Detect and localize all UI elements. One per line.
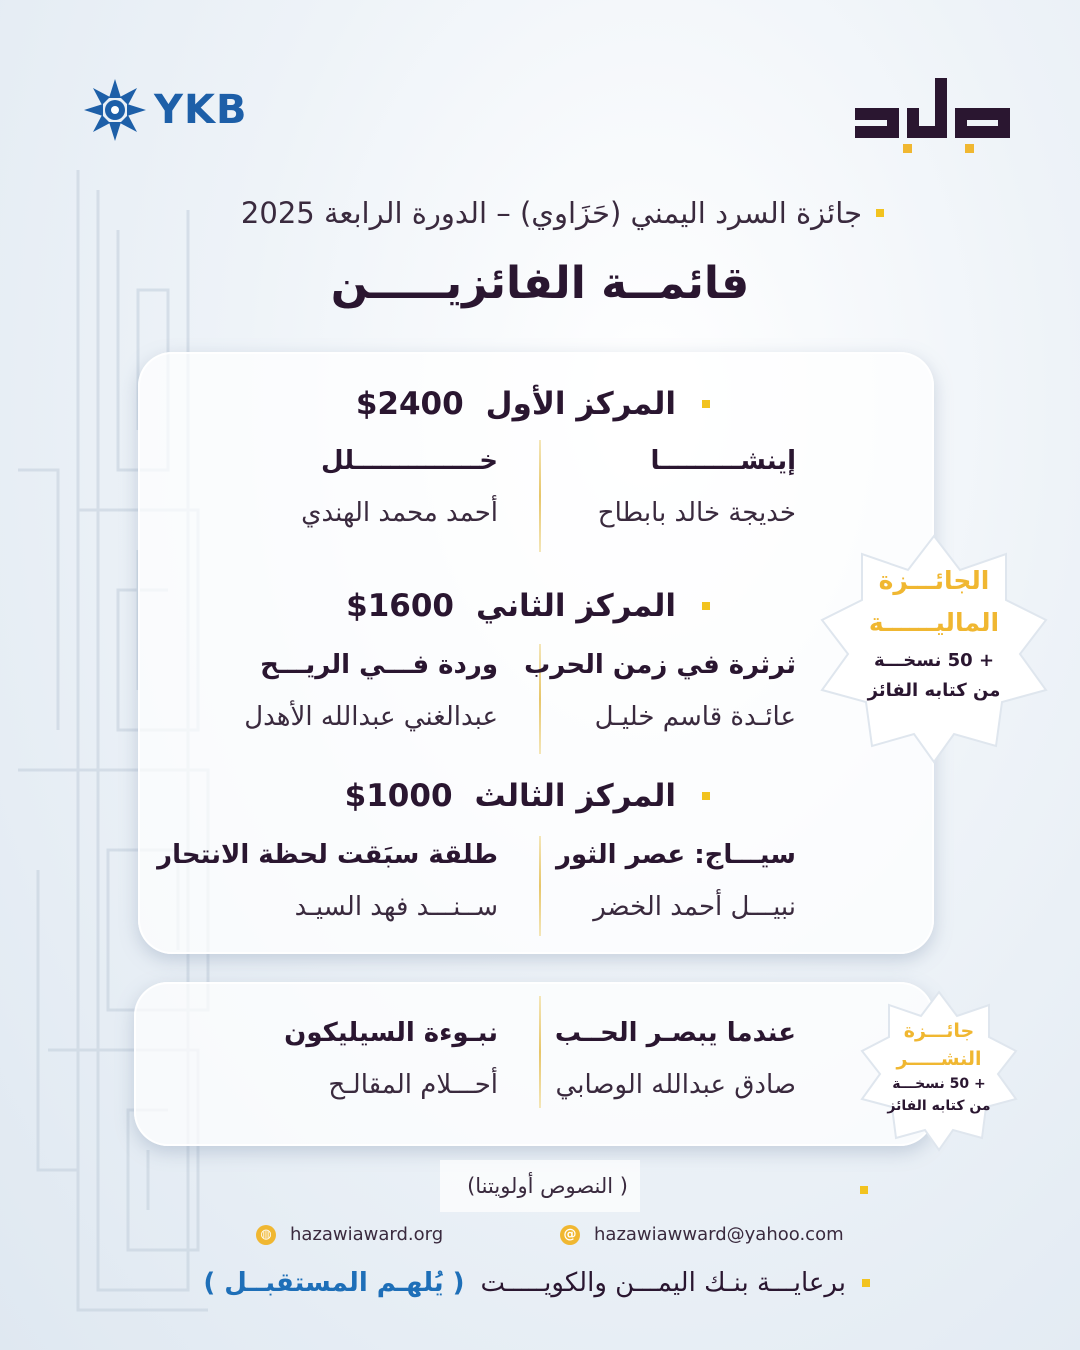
rank-second-amount: $1600	[346, 588, 454, 624]
publishing-author-1: صادق عبدالله الوصابي	[555, 1070, 796, 1100]
money-prize-title-1: الجائـــزة	[878, 566, 990, 595]
sponsor-text: برعايـــة بنـك اليمـــن والكويـــــت	[480, 1268, 846, 1298]
bullet-icon	[876, 209, 884, 217]
rank-first-work-1: إينشـــــــــا	[650, 446, 796, 476]
email-link[interactable]: hazawiawward@yahoo.com	[594, 1224, 844, 1245]
rank-first-author-2: أحمد محمد الهندي	[301, 498, 498, 528]
rank-second-author-2: عبدالغني عبدالله الأهدل	[244, 702, 498, 732]
money-prize-title-2: الماليــــــة	[868, 608, 1000, 637]
publishing-work-1: عندما يبصـر الحــب	[554, 1018, 796, 1048]
rank-third-work-2: طلقة سبَقت لحظة الانتحار	[157, 840, 498, 870]
column-divider	[539, 836, 541, 936]
column-divider	[539, 440, 541, 552]
publishing-author-2: أحـــلام المقالـح	[328, 1070, 498, 1100]
rank-second-author-1: عائـدة قاسم خليـل	[594, 702, 796, 732]
money-prize-badge	[816, 530, 1052, 766]
edition-heading	[241, 196, 884, 230]
publishing-card	[134, 982, 934, 1146]
rank-first-author-1: خديجة خالد بابطاح	[597, 498, 796, 528]
bullet-icon	[702, 400, 710, 408]
rank-first-heading	[356, 386, 710, 422]
bullet-icon	[702, 602, 710, 610]
publishing-prize-copies-note: من كتابه الفائز	[887, 1098, 991, 1114]
ykb-logo	[82, 74, 247, 146]
edition-heading-text: جائزة السرد اليمني (حَزَاوي) – الدورة الرابعة 2025	[240, 196, 862, 230]
rank-third-work-1: سيـــاج: عصر الثور	[556, 840, 796, 870]
website-contact[interactable]	[256, 1224, 443, 1245]
rank-second-work-1: ثرثرة في زمن الحرب	[524, 650, 796, 680]
rank-third-amount: $1000	[344, 778, 453, 814]
publishing-prize-title-1: جائـــزة	[903, 1020, 975, 1042]
rank-third-author-2: ســنـــد فهد السيـد	[294, 892, 498, 922]
website-link[interactable]: hazawiaward.org	[290, 1224, 444, 1245]
ykb-star-icon	[82, 77, 148, 143]
rank-first-amount: $2400	[355, 386, 464, 422]
rank-first-name: المركز الأول	[485, 386, 676, 422]
publishing-prize-badge	[858, 988, 1020, 1154]
rank-third-author-1: نبيـــل أحمد الخضر	[593, 892, 796, 922]
sponsor-slogan: ( يُلهـم المستقبــل )	[203, 1268, 465, 1298]
ykb-logo-text: YKB	[154, 87, 248, 133]
money-prize-copies-note: من كتابه الفائز	[867, 680, 1001, 701]
bullet-icon	[702, 792, 710, 800]
rank-second-name: المركز الثاني	[475, 588, 676, 624]
hazawi-logo-icon	[855, 78, 1010, 158]
footer-note-box	[440, 1160, 640, 1212]
money-prize-copies: + 50 نسخـــة	[873, 650, 995, 671]
rank-second-heading	[346, 588, 710, 624]
rank-third-heading	[345, 778, 710, 814]
publishing-prize-copies: + 50 نسخـــة	[892, 1076, 986, 1092]
rank-second-work-2: وردة فـــي الريـــح	[260, 650, 498, 680]
email-contact[interactable]	[560, 1224, 844, 1245]
publishing-prize-title-2: النشـــــر	[896, 1048, 982, 1070]
bullet-icon	[862, 1279, 870, 1287]
rank-third-name: المركز الثالث	[474, 778, 676, 814]
sponsor-line	[203, 1268, 870, 1298]
bullet-icon	[860, 1186, 868, 1194]
column-divider	[539, 996, 541, 1108]
footer-note-text: ( النصوص أولويتنا)	[467, 1174, 628, 1198]
rank-first-work-2: خــــــــــــــلل	[321, 446, 498, 476]
at-sign-icon: @	[560, 1225, 580, 1245]
page-title: قائمــة الفائزيـــــن	[330, 258, 750, 309]
globe-icon: ◍	[256, 1225, 276, 1245]
star-badge-shape	[858, 988, 1020, 1154]
publishing-work-2: نبـوءة السيليكون	[284, 1018, 498, 1048]
